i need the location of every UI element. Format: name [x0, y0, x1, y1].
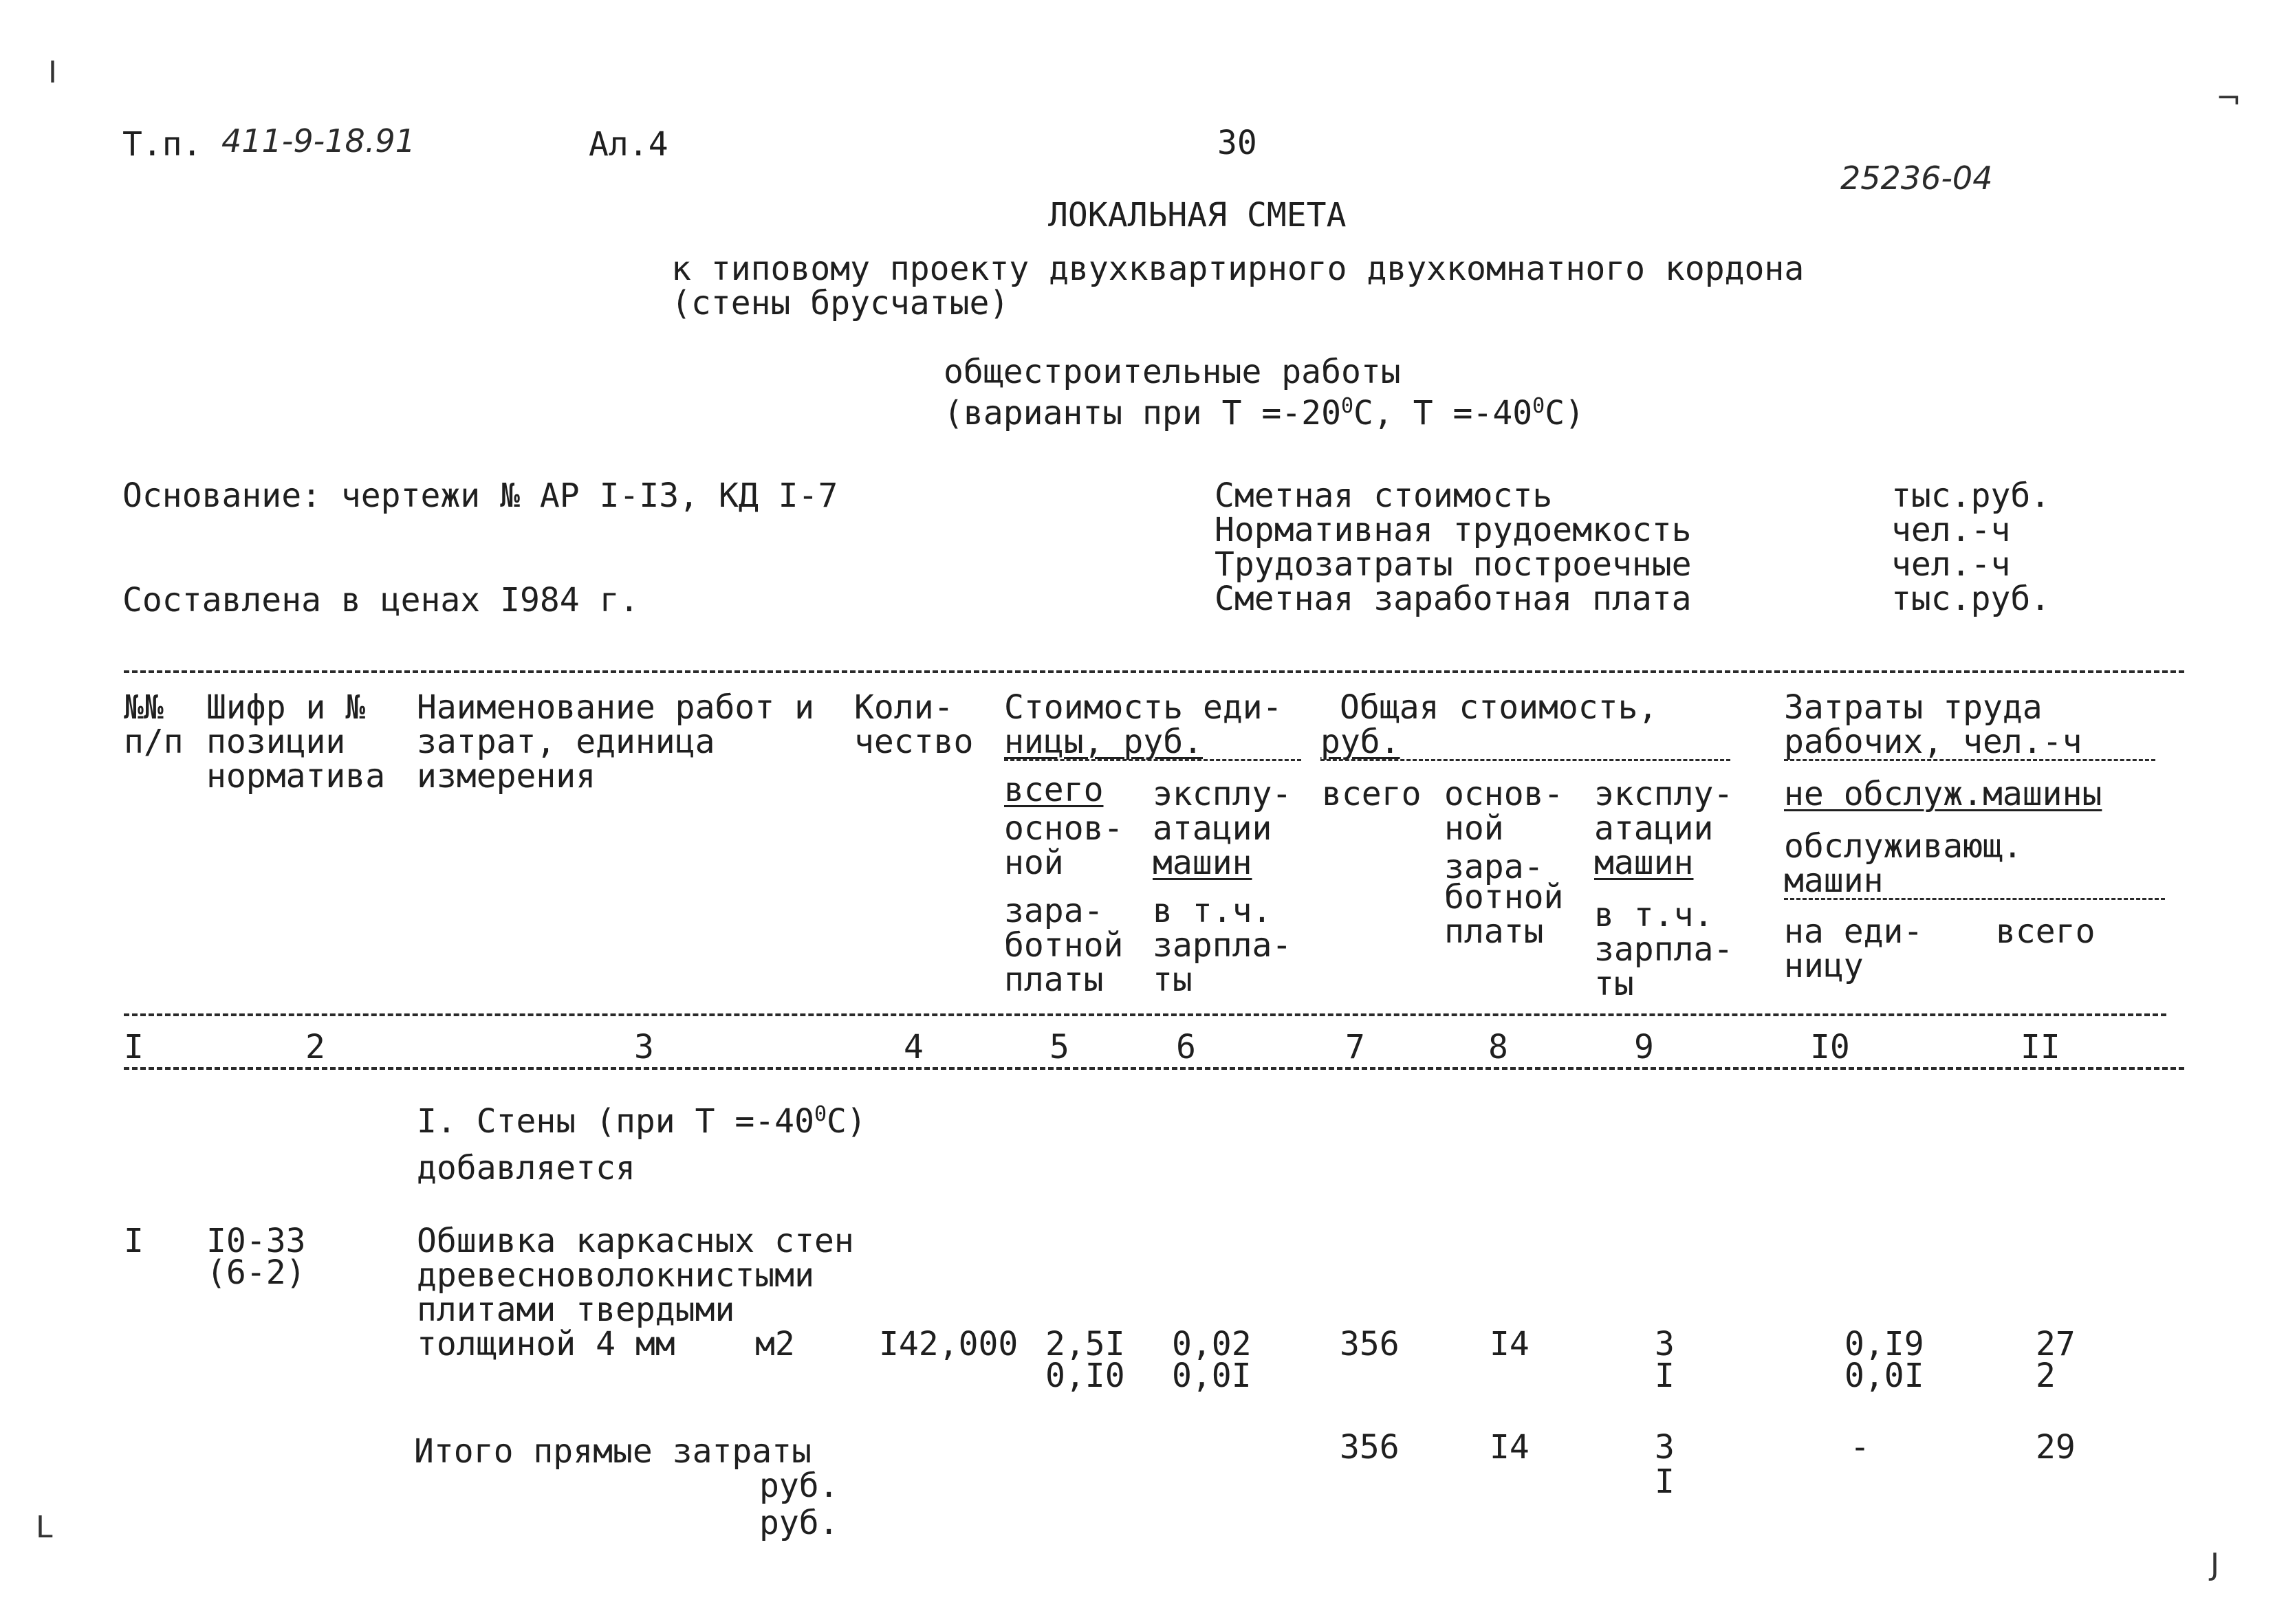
col5-header-b3: зара-	[1004, 892, 1104, 930]
row1-name-l1: Обшивка каркасных стен	[417, 1222, 854, 1260]
document-title: ЛОКАЛЬНАЯ СМЕТА	[1048, 196, 1347, 234]
totals-c7: 356	[1340, 1428, 1400, 1467]
col6-header-b3: ты	[1153, 961, 1193, 999]
col5-header-b5: платы	[1004, 961, 1104, 999]
col9-header-b1: в т.ч.	[1594, 896, 1714, 934]
totals-c8: I4	[1490, 1428, 1530, 1467]
col9-header-t3: машин	[1594, 844, 1694, 882]
col-number-2: 2	[305, 1028, 325, 1066]
summary-unit-norm-labor: чел.-ч	[1891, 511, 2011, 549]
row1-c9-machines: 3	[1655, 1325, 1675, 1363]
summary-label-site-labor: Трудозатраты построечные	[1215, 545, 1692, 584]
col6-header-t3: машин	[1153, 844, 1252, 882]
document-code-handwritten: 25236-04	[1840, 160, 1993, 197]
col4-header-l2: чество	[854, 723, 974, 761]
header-bottom-rule	[124, 1013, 2166, 1016]
subtitle-line1: к типовому проекту двухквартирного двухкомнатного кордона	[671, 250, 1805, 288]
col3-header-l1: Наименование работ и	[417, 688, 814, 727]
col5-header-top: всего	[1004, 771, 1104, 809]
margin-mark-bottom-right: J	[2210, 1547, 2219, 1582]
col1-header-l1: №№	[124, 688, 164, 727]
labor-sub-underline	[1784, 898, 2165, 900]
col3-header-l3: измерения	[417, 757, 596, 795]
labor-sub2-l1: обслуживающ.	[1784, 827, 2023, 866]
row1-c11-machine: 2	[2036, 1357, 2056, 1395]
col2-header-l3: норматива	[206, 757, 386, 795]
basis-line: Основание: чертежи № АР I-I3, КД I-7	[122, 476, 838, 515]
row1-c6-wages: 0,0I	[1172, 1357, 1252, 1395]
summary-unit-wages: тыс.руб.	[1891, 580, 2051, 618]
subtitle-line2: (стены брусчатые)	[671, 284, 1010, 322]
col-number-11: II	[2021, 1028, 2060, 1066]
total-cost-header-l1: Общая стоимость,	[1340, 688, 1658, 727]
labor-sub2-l2: машин	[1784, 862, 1884, 900]
col-number-10: I0	[1810, 1028, 1850, 1066]
col6-header-t1: эксплу-	[1153, 775, 1292, 813]
total-cost-header-l2: руб.	[1320, 723, 1400, 761]
totals-c9-machines: 3	[1655, 1428, 1675, 1467]
col-number-9: 9	[1634, 1028, 1654, 1066]
row1-code-l1: I0-33	[206, 1222, 306, 1260]
row1-c5-total: 2,5I	[1045, 1325, 1125, 1363]
works-line2: (варианты при $Т =-20^0С$, $Т =-40^0С$)	[944, 394, 1585, 432]
tp-number-handwritten: 411-9-18.91	[221, 122, 415, 160]
col9-header-t2: атации	[1594, 809, 1714, 848]
summary-label-wages: Сметная заработная плата	[1215, 580, 1692, 618]
row1-c10-unit: 0,I9	[1844, 1325, 1924, 1363]
col10-header-l1: на еди-	[1784, 912, 1924, 951]
totals-unit2: руб.	[759, 1504, 839, 1542]
col6-header-t2: атации	[1153, 809, 1272, 848]
row1-c6-machines: 0,02	[1172, 1325, 1252, 1363]
col1-header-l2: п/п	[124, 723, 184, 761]
col5-header-b1: основ-	[1004, 809, 1124, 848]
col5-header-b2: ной	[1004, 844, 1064, 882]
col-number-3: 3	[634, 1028, 654, 1066]
summary-label-norm-labor: Нормативная трудоемкость	[1215, 511, 1692, 549]
col8-header-l1: основ-	[1444, 775, 1564, 813]
row1-code-l2: (6-2)	[206, 1253, 306, 1292]
labor-sub1: не обслуж.машины	[1784, 775, 2102, 813]
col-number-6: 6	[1176, 1028, 1196, 1066]
col4-header-l1: Коли-	[854, 688, 954, 727]
col-number-8: 8	[1488, 1028, 1508, 1066]
labor-underline	[1784, 759, 2155, 761]
col2-header-l2: позиции	[206, 723, 346, 761]
totals-c10: -	[1850, 1428, 1870, 1467]
totals-c11: 29	[2036, 1428, 2076, 1467]
row1-c7: 356	[1340, 1325, 1400, 1363]
col6-header-b1: в т.ч.	[1153, 892, 1272, 930]
row1-qty: I42,000	[879, 1325, 1019, 1363]
summary-unit-cost: тыс.руб.	[1891, 476, 2051, 515]
margin-mark-bottom-left: L	[36, 1510, 53, 1545]
col7-header: всего	[1322, 775, 1422, 813]
row1-name-l2: древесноволокнистыми	[417, 1256, 814, 1295]
col2-header-l1: Шифр и №	[206, 688, 366, 727]
unit-cost-header-l2: ницы, руб.	[1004, 723, 1203, 761]
margin-mark-top-right: ¬	[2216, 81, 2241, 116]
col-number-7: 7	[1345, 1028, 1365, 1066]
works-line1: общестроительные работы	[944, 353, 1401, 391]
row1-name-l4: толщиной 4 мм	[417, 1325, 675, 1363]
total-cost-underline	[1320, 759, 1730, 761]
col10-header-l2: ницу	[1784, 947, 1864, 985]
col6-header-b2: зарпла-	[1153, 926, 1292, 965]
row1-c9-wages: I	[1655, 1357, 1675, 1395]
tp-label: Т.п.	[122, 125, 202, 164]
col11-header: всего	[1996, 912, 2096, 951]
col5-header-b4: ботной	[1004, 926, 1124, 965]
margin-mark-top-left: I	[48, 55, 57, 90]
col9-header-t1: эксплу-	[1594, 775, 1734, 813]
summary-unit-site-labor: чел.-ч	[1891, 545, 2011, 584]
row1-c8: I4	[1490, 1325, 1530, 1363]
col9-header-b2: зарпла-	[1594, 930, 1734, 969]
row1-c11-total: 27	[2036, 1325, 2076, 1363]
col9-header-b3: ты	[1594, 965, 1634, 1003]
col3-header-l2: затрат, единица	[417, 723, 715, 761]
col8-header-l4: ботной	[1444, 878, 1564, 917]
col8-header-l5: платы	[1444, 912, 1544, 951]
section-title: I. Стены (при $Т =-40^0С$)	[417, 1102, 867, 1141]
col8-header-l3: зара-	[1444, 848, 1544, 886]
prices-line: Составлена в ценах I984 г.	[122, 581, 640, 619]
totals-unit1: руб.	[759, 1467, 839, 1505]
section-note: добавляется	[417, 1149, 635, 1187]
totals-c9-wages: I	[1655, 1462, 1675, 1501]
col-numbers-bottom-rule	[124, 1067, 2184, 1070]
row1-num: I	[124, 1222, 144, 1260]
summary-label-cost: Сметная стоимость	[1215, 476, 1553, 515]
labor-header-l1: Затраты труда	[1784, 688, 2043, 727]
totals-label: Итого прямые затраты	[414, 1432, 812, 1471]
col-number-1: I	[124, 1028, 144, 1066]
table-top-rule	[124, 670, 2184, 673]
row1-c5-wages: 0,I0	[1045, 1357, 1125, 1395]
col8-header-l2: ной	[1444, 809, 1504, 848]
labor-header-l2: рабочих, чел.-ч	[1784, 723, 2082, 761]
row1-c10-machine: 0,0I	[1844, 1357, 1924, 1395]
page-number: 30	[1217, 124, 1257, 162]
row1-name-l3: плитами твердыми	[417, 1291, 735, 1329]
row1-unit: м2	[755, 1325, 795, 1363]
col-number-4: 4	[904, 1028, 924, 1066]
album-label: Ал.4	[589, 125, 668, 164]
unit-cost-underline	[1004, 759, 1301, 761]
col-number-5: 5	[1049, 1028, 1069, 1066]
unit-cost-header-l1: Стоимость еди-	[1004, 688, 1283, 727]
